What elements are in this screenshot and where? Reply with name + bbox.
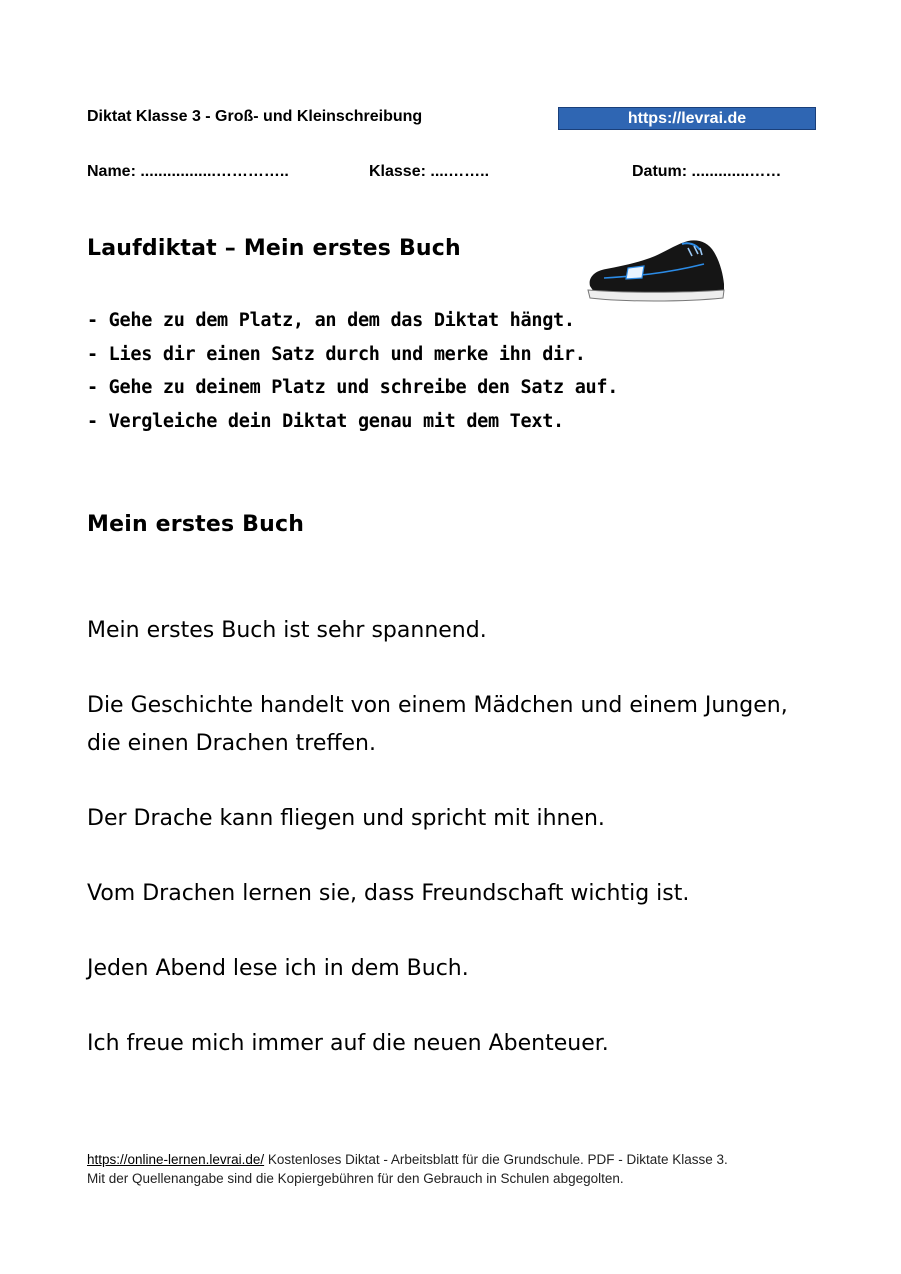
footer-line-1 [87,1150,827,1169]
story-paragraph: Vom Drachen lernen sie, dass Freundschaft wichtig ist. [87,881,690,906]
instruction-item: - Gehe zu deinem Platz und schreibe den Satz auf. [87,377,619,399]
footer [87,1150,827,1188]
story-text [87,612,827,1100]
datum-field: Datum: .............…… [632,163,782,180]
instruction-item: - Vergleiche dein Diktat genau mit dem Text. [87,410,564,432]
footer-description: Kostenloses Diktat - Arbeitsblatt für die Grundschule. PDF - Diktate Klasse 3. [264,1152,728,1167]
instruction-item: - Lies dir einen Satz durch und merke ihn dir. [87,343,586,365]
story-paragraph: Der Drache kann fliegen und spricht mit ihnen. [87,806,605,831]
klasse-field: Klasse: ....…….. [369,163,490,180]
story-title: Mein erstes Buch [87,512,305,537]
story-paragraph: Ich freue mich immer auf die neuen Abenteuer. [87,1031,609,1056]
story-paragraph: Mein erstes Buch ist sehr spannend. [87,618,487,643]
instruction-list [87,308,618,442]
footer-source-link[interactable]: https://online-lernen.levrai.de/ [87,1152,265,1167]
site-link-badge[interactable]: https://levrai.de [558,107,816,130]
footer-line-2: Mit der Quellenangabe sind die Kopiergebühren für den Gebrauch in Schulen abgegolten. [87,1171,624,1186]
instructions-title: Laufdiktat – Mein erstes Buch [87,236,461,261]
story-paragraph: Jeden Abend lese ich in dem Buch. [87,956,469,981]
worksheet-title: Diktat Klasse 3 - Groß- und Kleinschreibung [87,108,423,125]
name-field: Name: .................………….. [87,163,289,180]
sneaker-icon [584,238,726,304]
instruction-item: - Gehe zu dem Platz, an dem das Diktat hängt. [87,310,575,331]
story-paragraph: Die Geschichte handelt von einem Mädchen und einem Jungen, die einen Drachen treffen. [87,693,788,756]
